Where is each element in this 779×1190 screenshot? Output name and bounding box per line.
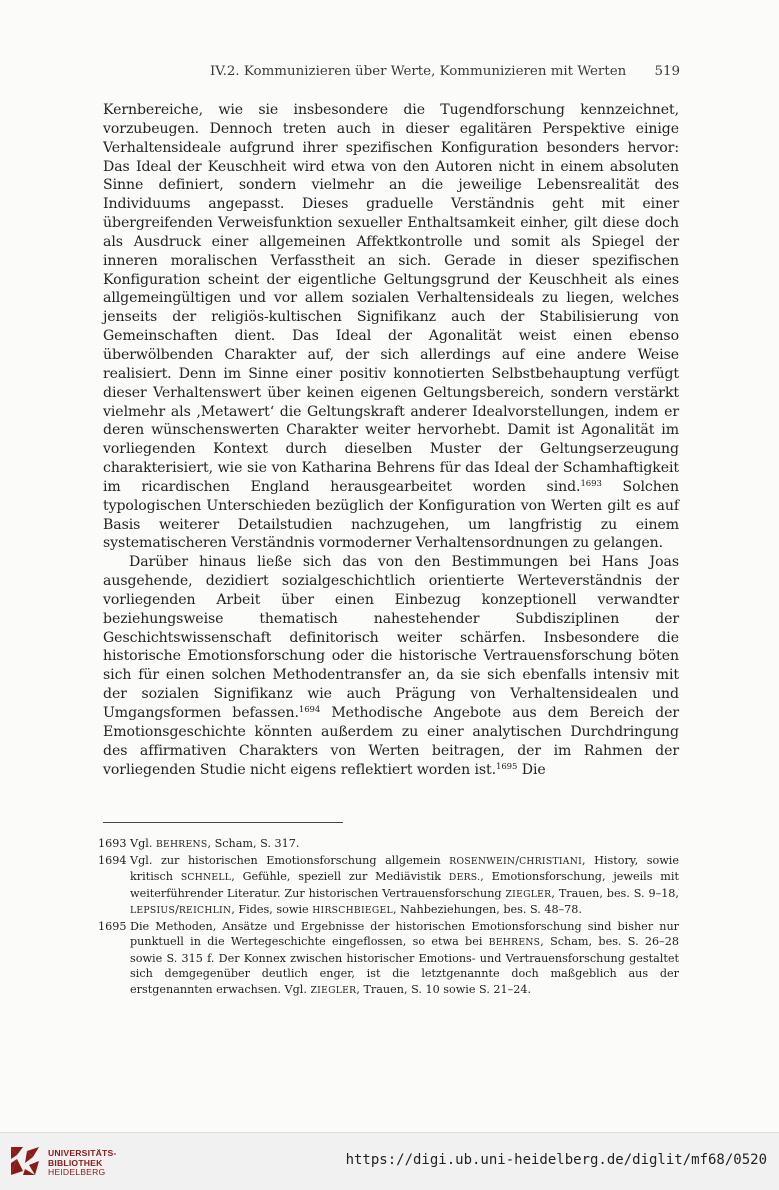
text-run: / (175, 903, 179, 917)
text-run: Darüber hinaus ließe sich das von den Bestimmungen bei Hans Joas ausgehende, dezidiert sozialgeschichtlich orientierte Werteverständnis der vorliegenden Arbeit über einen Einbezug konzeptionell verwandter beziehungsweise thematisch nahestehender Subdisziplinen der Geschichtswissenschaft definitorisch weiter schärfen. Insbesondere die historische Emotionsforschung oder die historische Vertrauensforschung böten sich für einen solchen Methodentransfer an, da sie sich ebenfalls intensiv mit der sozialen Signifikanz wie auch Prägung von Verhaltensidealen und Umgangsformen befassen. (103, 554, 679, 721)
text-run: Die (517, 761, 546, 778)
footnote-1694 (98, 853, 679, 919)
author-name: ZIEGLER (310, 984, 357, 996)
author-name: DERS. (448, 872, 481, 884)
text-run: , Emotionsforschung, jeweils mit weiterführender Literatur. Zur historischen Vertrauensforschung (130, 870, 679, 900)
footnote-number: 1693 (98, 837, 127, 850)
text-run: Kernbereiche, wie sie insbesondere die Tugendforschung kennzeichnet, vorzubeugen. Dennoch treten auch in dieser egalitären Perspektive einige Verhaltensideale aufgrund ihrer spezifischen Konfiguration besonders hervor: Das Ideal der Keuschheit wird etwa von den Autoren nicht in einem absoluten Sinne definiert, sondern vielmehr an die jeweilige Lebensrealität des Individuums angepasst. Dieses graduelle Verständnis geht mit einer übergreifenden Verweisfunktion sexueller Enthaltsamkeit einher, gilt diese doch als Ausdruck einer allgemeinen Affektkontrolle und somit als Spiegel der inneren moralischen Verfasstheit an sich. Gerade in dieser spezifischen Konfiguration scheint der eigentliche Geltungsgrund der Keuschheit als eines allgemeingültigen und vor allem sozialen Verhaltensideals zu liegen, welches jenseits der religiös-kultischen Signifikanz auch der Stabilisierung von Gemeinschaften dient. Das Ideal der Agonalität weist einen ebenso überwölbenden Charakter auf, der sich allerdings auf eine andere Weise realisiert. Denn im Sinne einer positiv konnotierten Selbstbehauptung verfügt dieser Verhaltenswert über keinen eigenen Geltungsbereich, sondern verstärkt vielmehr als ‚Metawert‘ die Geltungskraft anderer Idealvorstellungen, indem er deren wünschenswerten Charakter weiter hervorhebt. Damit ist Agonalität im vorliegenden Kontext durch dieselben Muster der Geltungserzeugung charakterisiert, wie sie von Katharina Behrens für das Ideal der Schamhaftigkeit im ricardischen England herausgearbeitet worden sind. (103, 102, 679, 495)
text-run: , Nahbeziehungen, bes. S. 48–78. (392, 903, 582, 917)
footnote-1695 (98, 919, 679, 999)
running-title: IV.2. Kommunizieren über Werte, Kommunizieren mit Werten (210, 64, 627, 79)
author-name: HIRSCHBIEGEL (312, 905, 393, 917)
text-run: , Scham, S. 317. (207, 837, 300, 850)
text-run: , Scham, bes. S. 26–28 sowie S. 315 f. Der Konnex zwischen historischer Emotions- und Vertrauensforschung gestaltet sich demgegenüber deutlich enger, ist die letztgenannte doch maßgeblich aus der erstgenannten erwachsen. Vgl. (130, 935, 679, 996)
author-name: SCHNELL (180, 872, 232, 884)
author-name: BEHRENS (488, 937, 541, 949)
footnotes (98, 836, 679, 998)
text-run: Solchen typologischen Unterschieden bezüglich der Konfiguration von Werten gilt es auf Basis weiterer Detailstudien nachzugehen, um langfristig zu einem systematischeren Verständnis vormoderner Verhaltensordnungen zu gelangen. (103, 478, 679, 552)
permalink-url[interactable]: https://digi.ub.uni-heidelberg.de/diglit/mf68/0520 (345, 1152, 767, 1168)
paragraph (103, 101, 679, 553)
text-run: Die Methoden, Ansätze und Ergebnisse der historischen Emotionsforschung sind bisher nur punktuell in die Wertegeschichte eingeflossen, so etwa bei (130, 919, 679, 949)
author-name: CHRISTIANI (519, 855, 583, 867)
footnote-ref-1693[interactable]: 1693 (580, 478, 602, 489)
footnote-ref-1695[interactable]: 1695 (496, 761, 518, 772)
author-name: REICHLIN (178, 905, 232, 917)
text-run: , History, sowie kritisch (130, 853, 679, 884)
library-name (48, 1149, 117, 1178)
text-run: Vgl. (130, 837, 156, 850)
logo-line: BIBLIOTHEK (48, 1157, 103, 1168)
library-logo-icon[interactable] (7, 1143, 43, 1179)
footnote-number: 1695 (98, 919, 127, 933)
text-run: / (515, 853, 520, 867)
author-name: ZIEGLER (505, 888, 552, 900)
logo-line: UNIVERSITÄTS- (48, 1148, 117, 1158)
text-run: , Gefühle, speziell zur Mediävistik (231, 870, 449, 884)
footnote-number: 1694 (98, 853, 127, 867)
text-run: Methodische Angebote aus dem Bereich der Emotionsgeschichte könnten außerdem zu einer analytischen Durchdringung des affirmativen Charakters von Werten beitragen, der im Rahmen der vorliegenden Studie nicht eigens reflektiert worden ist. (103, 705, 679, 778)
page-number: 519 (654, 64, 680, 79)
text-run: , Fides, sowie (231, 903, 313, 917)
author-name: ROSENWEIN (449, 855, 516, 867)
body-text (103, 101, 679, 779)
footnote-divider (103, 822, 343, 823)
text-run: Vgl. zur historischen Emotionsforschung allgemein (130, 853, 450, 867)
footnote-ref-1694[interactable]: 1694 (298, 705, 321, 715)
author-name: LEPSIUS (130, 905, 176, 917)
author-name: BEHRENS (155, 839, 208, 850)
text-run: , Trauen, bes. S. 9–18, (551, 886, 679, 900)
text-run: , Trauen, S. 10 sowie S. 21–24. (356, 982, 532, 996)
paragraph (103, 553, 679, 779)
viewer-footer (0, 1132, 779, 1190)
logo-line: HEIDELBERG (48, 1167, 106, 1178)
footnote-1693 (98, 836, 679, 853)
